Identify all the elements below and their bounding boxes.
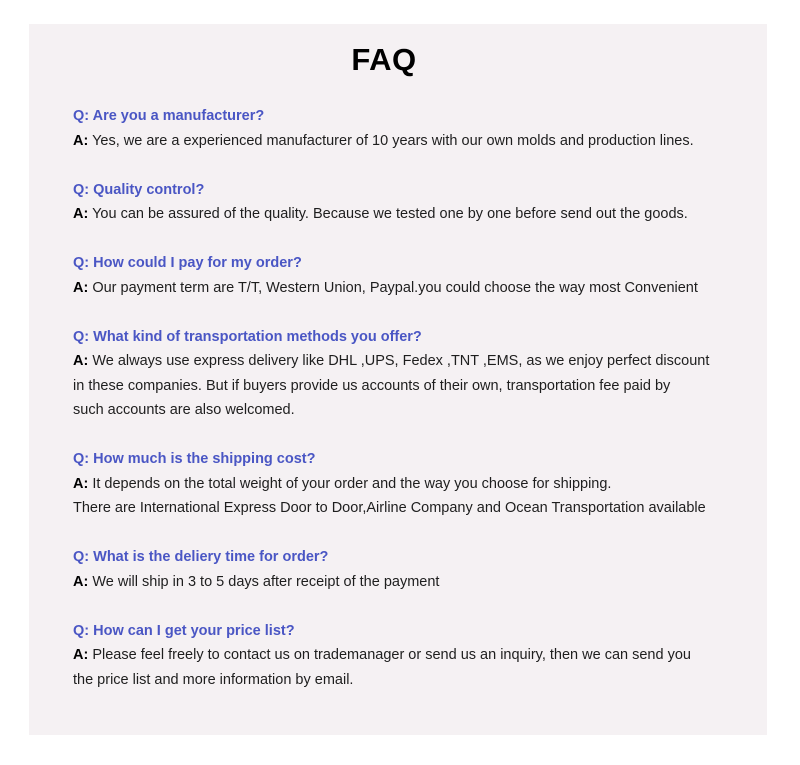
answer-prefix: A: [73,647,89,663]
answer-prefix: A: [73,279,89,296]
answer-text: You can be assured of the quality. Because we tested one by one before send out the goods. [92,206,688,222]
answer-line: There are International Express Door to Door,Airline Company and Ocean Transportation available [73,500,706,516]
faq-answer [73,349,753,423]
answer-text: Yes, we are a experienced manufacturer of 10 years with our own molds and production lines. [92,132,694,149]
answer-text: Our payment term are T/T, Western Union, Paypal.you could choose the way most Convenient [92,279,698,296]
faq-question: Q: How can I get your price list? [73,622,295,639]
faq-item-manufacturer [73,104,753,153]
answer-line [73,129,753,154]
faq-answer [73,472,753,521]
faq-question: Q: Are you a manufacturer? [73,108,265,124]
faq-item-shipping-cost [73,447,753,521]
answer-prefix: A: [73,132,89,149]
faq-question: Q: How much is the shipping cost? [73,451,316,467]
faq-item-quality [73,178,753,227]
answer-line [73,202,753,227]
faq-panel [29,24,767,735]
faq-answer [73,202,753,227]
faq-answer [73,643,753,692]
faq-question: Q: What kind of transportation methods you offer? [73,328,422,345]
answer-prefix: A: [73,206,89,222]
faq-item-payment [73,251,753,300]
answer-prefix: A: [73,573,89,590]
answer-line [73,472,753,497]
answer-text: It depends on the total weight of your order and the way you choose for shipping. [92,475,612,492]
page-title: FAQ [351,42,417,77]
answer-prefix: A: [73,353,89,369]
faq-answer [73,570,753,595]
faq-question: Q: How could I pay for my order? [73,255,302,271]
answer-prefix: A: [73,475,89,492]
answer-text: Please feel freely to contact us on trademanager or send us an inquiry, then we can send you [92,647,691,663]
faq-item-delivery-time [73,545,753,594]
answer-line: the price list and more information by email. [73,671,354,688]
answer-text: We will ship in 3 to 5 days after receipt of the payment [92,573,440,590]
faq-question: Q: What is the deliery time for order? [73,549,329,565]
faq-answer [73,276,753,301]
answer-line [73,643,753,668]
answer-line: such accounts are also welcomed. [73,402,295,418]
answer-line [73,349,753,374]
answer-line: in these companies. But if buyers provide us accounts of their own, transportation fee paid by [73,377,671,394]
faq-answer [73,129,753,154]
answer-text: We always use express delivery like DHL ,UPS, Fedex ,TNT ,EMS, as we enjoy perfect discount [92,353,710,369]
answer-line [73,570,753,595]
answer-line [73,276,753,301]
faq-question: Q: Quality control? [73,181,205,198]
faq-item-transportation [73,325,753,423]
faq-item-price-list [73,619,753,693]
faq-list [73,104,753,717]
